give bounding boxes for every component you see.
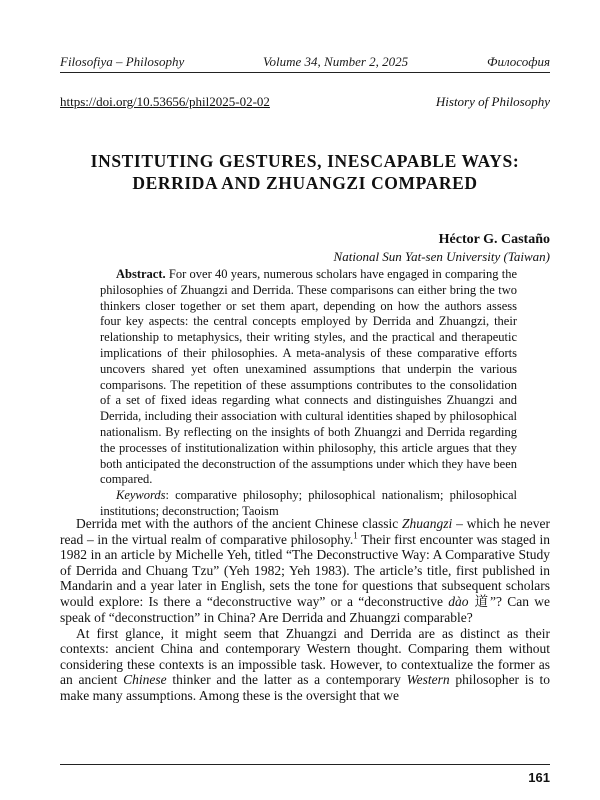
chinese-character: 道 bbox=[468, 593, 491, 610]
abstract bbox=[100, 267, 517, 520]
italic-run: Chinese bbox=[123, 672, 167, 687]
text-run: At first glance, it might seem that Zhuangzi and Derrida are as distinct as their contexts: ancient China and contemporary Western thought. Comparing them without considering these contexts is an impossible task. However, to contextualize the former as an ancient bbox=[60, 625, 550, 687]
header-rule bbox=[60, 72, 550, 73]
section-label: History of Philosophy bbox=[435, 94, 550, 109]
text-run: Derrida met with the authors of the ancient Chinese classic bbox=[76, 516, 403, 531]
author-block bbox=[334, 231, 550, 265]
page-number: 161 bbox=[528, 770, 550, 785]
abstract-text: For over 40 years, numerous scholars have engaged in comparing the philosophies of Zhuangzi and Derrida. These comparisons can either bring the two thinkers closer together or set them apart, depending on how the authors assess four key aspects: the central concepts employed by Derrida and Zhuangzi, their relationship to metaphysics, their writing styles, and the practical and therapeutic implications of their philosophies. A meta-analysis of these comparative efforts uncovers shared yet often unexamined assumptions that underpin the various comparisons. The repetition of these assumptions contributes to the consolidation of a set of fixed ideas regarding what connects and distinguishes Zhuangzi and Derrida, including their association with cultural identities shaped by philosophical nationalism. By reflecting on the insights of both Zhuangzi and Derrida regarding the processes of institutionalization within philosophy, this article argues that they both anticipated the deconstruction of the assumptions under which they have been compared. bbox=[100, 267, 517, 487]
text-run: ”? Can we speak of “deconstruction” in China? Are Derrida and Zhuangzi comparable? bbox=[60, 593, 550, 625]
footer-rule bbox=[60, 764, 550, 765]
italic-run: Zhuangzi bbox=[402, 516, 453, 531]
doi-link[interactable]: https://doi.org/10.53656/phil2025-02-02 bbox=[60, 94, 270, 109]
body-paragraph-2 bbox=[60, 626, 550, 704]
title-line-2: DERRIDA AND ZHUANGZI COMPARED bbox=[132, 173, 478, 193]
keywords-label: Keywords bbox=[116, 488, 166, 503]
doi-row bbox=[60, 94, 550, 110]
author-name: Héctor G. Castaño bbox=[438, 232, 550, 247]
abstract-label: Abstract. bbox=[116, 267, 166, 281]
abstract-paragraph bbox=[100, 267, 517, 488]
running-header bbox=[60, 54, 550, 70]
journal-name: Filosofiya – Philosophy bbox=[60, 54, 185, 69]
keywords bbox=[100, 488, 517, 520]
body-paragraph-1 bbox=[60, 516, 550, 626]
journal-name-cyrillic: Философия bbox=[486, 54, 550, 69]
keywords-text: : comparative philosophy; philosophical nationalism; philosophical institutions; deconstruction; Taoism bbox=[100, 488, 517, 518]
text-run: thinker and the latter as a contemporary bbox=[166, 672, 407, 687]
footnote-marker[interactable]: 1 bbox=[353, 530, 358, 540]
text-run: Their first encounter was staged in 1982 in an article by Michelle Yeh, titled “The Deconstructive Way: A Comparative Study of Derrida and Chuang Tzu” (Yeh 1982; Yeh 1983). The article’s title, first published in Mandarin and a year later in English, sets the tone for questions that subsequent scholars would explore: Is there a “deconstructive way” or a “deconstructive bbox=[60, 531, 550, 609]
italic-run: dào bbox=[448, 593, 469, 609]
italic-run: Western bbox=[406, 672, 450, 687]
title-line-1: INSTITUTING GESTURES, INESCAPABLE WAYS: bbox=[90, 151, 520, 171]
body-text bbox=[60, 516, 550, 703]
article-title bbox=[60, 150, 550, 194]
author-affiliation: National Sun Yat-sen University (Taiwan) bbox=[333, 249, 550, 264]
text-run: – which he never read – in the virtual realm of comparative philosophy. bbox=[60, 516, 550, 547]
text-run: philosopher is to make many assumptions. Among these is the oversight that we bbox=[60, 672, 550, 703]
volume-info: Volume 34, Number 2, 2025 bbox=[263, 54, 409, 69]
